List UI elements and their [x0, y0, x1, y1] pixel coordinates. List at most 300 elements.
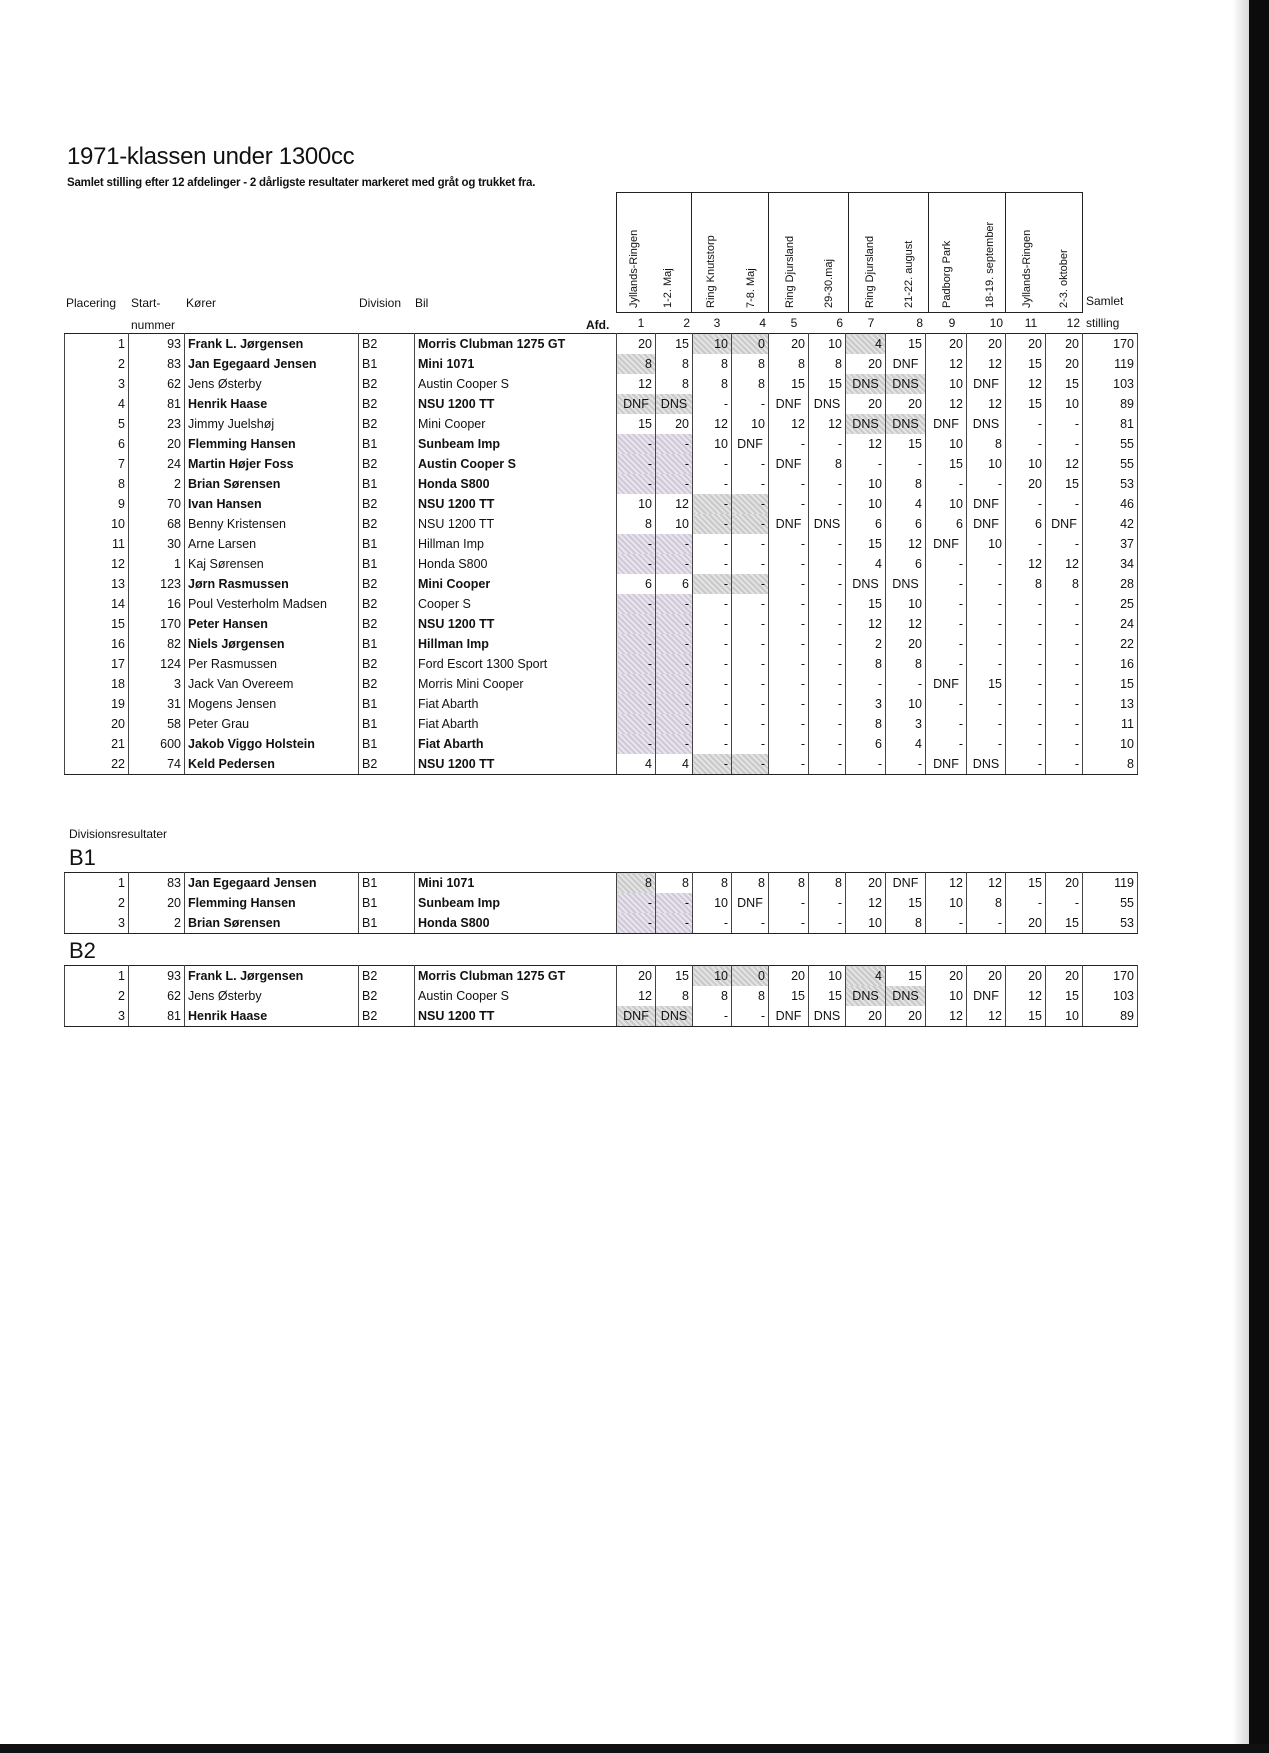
total-cell: 25	[1083, 594, 1138, 614]
scan-border-bottom	[0, 1744, 1269, 1753]
car-cell: Mini 1071	[415, 354, 617, 374]
division-cell: B2	[359, 594, 415, 614]
header-divider	[768, 192, 769, 312]
placering-cell: 13	[65, 574, 129, 594]
result-cell: 20	[967, 966, 1006, 987]
result-cell: -	[769, 913, 809, 934]
header-division: Division	[359, 296, 402, 310]
result-cell: 20	[1006, 474, 1046, 494]
result-cell: -	[693, 754, 732, 775]
result-cell: -	[732, 913, 769, 934]
result-cell: 20	[617, 966, 656, 987]
division-cell: B2	[359, 614, 415, 634]
driver-cell: Jimmy Juelshøj	[185, 414, 359, 434]
division-cell: B2	[359, 454, 415, 474]
car-cell: Morris Clubman 1275 GT	[415, 966, 617, 987]
afd-number: 7	[867, 316, 875, 330]
result-cell: -	[617, 454, 656, 474]
result-cell: 10	[886, 694, 926, 714]
result-cell: 15	[926, 454, 967, 474]
total-cell: 89	[1083, 1006, 1138, 1027]
event-venue-label: Jyllands-Ringen	[628, 229, 640, 308]
result-cell: -	[732, 674, 769, 694]
header-stilling: stilling	[1086, 316, 1120, 330]
result-cell: 15	[656, 334, 693, 355]
result-cell: 6	[617, 574, 656, 594]
result-cell: 10	[967, 454, 1006, 474]
result-cell: 20	[1006, 966, 1046, 987]
result-cell: 20	[1046, 873, 1083, 894]
result-cell: -	[656, 694, 693, 714]
table-row	[65, 474, 1138, 494]
driver-cell: Peter Hansen	[185, 614, 359, 634]
result-cell: 15	[1006, 394, 1046, 414]
table-row	[65, 873, 1138, 894]
total-cell: 81	[1083, 414, 1138, 434]
driver-cell: Henrik Haase	[185, 394, 359, 414]
start-number-cell: 123	[129, 574, 185, 594]
car-cell: Fiat Abarth	[415, 734, 617, 754]
result-cell: DNF	[926, 414, 967, 434]
division-results-label: Divisionsresultater	[69, 827, 168, 841]
result-cell: -	[769, 574, 809, 594]
result-cell: DNS	[809, 1006, 846, 1027]
result-cell: 4	[886, 734, 926, 754]
total-cell: 119	[1083, 354, 1138, 374]
start-number-cell: 170	[129, 614, 185, 634]
result-cell: -	[967, 654, 1006, 674]
division-cell: B2	[359, 654, 415, 674]
header-top-line	[616, 192, 1083, 193]
result-cell: 12	[617, 374, 656, 394]
table-row	[65, 1006, 1138, 1027]
start-number-cell: 600	[129, 734, 185, 754]
result-cell: 15	[886, 966, 926, 987]
division-cell: B2	[359, 674, 415, 694]
result-cell: 6	[1006, 514, 1046, 534]
result-cell: 8	[617, 873, 656, 894]
start-number-cell: 2	[129, 474, 185, 494]
event-venue-label: Ring Djursland	[784, 235, 796, 308]
result-cell: DNS	[656, 1006, 693, 1027]
result-cell: 12	[967, 354, 1006, 374]
car-cell: Sunbeam Imp	[415, 434, 617, 454]
total-cell: 53	[1083, 474, 1138, 494]
result-cell: -	[732, 614, 769, 634]
result-cell: -	[1006, 634, 1046, 654]
car-cell: NSU 1200 TT	[415, 514, 617, 534]
table-row	[65, 514, 1138, 534]
result-cell: -	[693, 394, 732, 414]
total-cell: 170	[1083, 334, 1138, 355]
placering-cell: 15	[65, 614, 129, 634]
result-cell: 10	[846, 913, 886, 934]
event-date-label: 1-2. Maj	[662, 268, 674, 308]
header-frame-right	[1082, 192, 1083, 312]
result-cell: -	[809, 913, 846, 934]
start-number-cell: 20	[129, 434, 185, 454]
result-cell: 8	[732, 354, 769, 374]
driver-cell: Jørn Rasmussen	[185, 574, 359, 594]
car-cell: NSU 1200 TT	[415, 1006, 617, 1027]
division-cell: B2	[359, 574, 415, 594]
car-cell: NSU 1200 TT	[415, 394, 617, 414]
driver-cell: Brian Sørensen	[185, 474, 359, 494]
result-cell: 6	[846, 514, 886, 534]
driver-cell: Frank L. Jørgensen	[185, 334, 359, 355]
header-bil: Bil	[415, 296, 429, 310]
start-number-cell: 23	[129, 414, 185, 434]
result-cell: -	[1006, 654, 1046, 674]
result-cell: -	[617, 893, 656, 913]
placering-cell: 20	[65, 714, 129, 734]
result-cell: DNS	[846, 986, 886, 1006]
start-number-cell: 83	[129, 873, 185, 894]
result-cell: 15	[1006, 354, 1046, 374]
result-cell: 20	[617, 334, 656, 355]
result-cell: 10	[926, 893, 967, 913]
result-cell: -	[693, 554, 732, 574]
car-cell: Hillman Imp	[415, 634, 617, 654]
result-cell: -	[1006, 594, 1046, 614]
result-cell: -	[693, 594, 732, 614]
result-cell: 8	[732, 986, 769, 1006]
start-number-cell: 20	[129, 893, 185, 913]
result-cell: -	[693, 913, 732, 934]
result-cell: 8	[656, 873, 693, 894]
result-cell: 10	[967, 534, 1006, 554]
result-cell: -	[732, 654, 769, 674]
header-nummer: nummer	[131, 318, 176, 332]
result-cell: 8	[732, 873, 769, 894]
driver-cell: Ivan Hansen	[185, 494, 359, 514]
division-cell: B1	[359, 694, 415, 714]
result-cell: -	[1006, 674, 1046, 694]
placering-cell: 14	[65, 594, 129, 614]
result-cell: 8	[656, 354, 693, 374]
result-cell: 4	[886, 494, 926, 514]
result-cell: -	[656, 674, 693, 694]
result-cell: -	[656, 614, 693, 634]
header-divider	[848, 192, 849, 312]
placering-cell: 18	[65, 674, 129, 694]
result-cell: -	[769, 654, 809, 674]
result-cell: 12	[1006, 374, 1046, 394]
result-cell: 15	[886, 893, 926, 913]
placering-cell: 17	[65, 654, 129, 674]
result-cell: 12	[967, 1006, 1006, 1027]
driver-cell: Kaj Sørensen	[185, 554, 359, 574]
result-cell: 8	[809, 354, 846, 374]
division-cell: B2	[359, 334, 415, 355]
result-cell: 3	[846, 694, 886, 714]
total-cell: 8	[1083, 754, 1138, 775]
result-cell: 4	[846, 966, 886, 987]
result-cell: 4	[846, 554, 886, 574]
start-number-cell: 16	[129, 594, 185, 614]
division-cell: B1	[359, 913, 415, 934]
result-cell: DNF	[926, 534, 967, 554]
header-frame-left	[616, 192, 617, 312]
result-cell: -	[1006, 414, 1046, 434]
result-cell: -	[1046, 614, 1083, 634]
result-cell: 15	[1006, 873, 1046, 894]
result-cell: 12	[846, 614, 886, 634]
table-row	[65, 574, 1138, 594]
result-cell: 20	[926, 966, 967, 987]
result-cell: 20	[886, 394, 926, 414]
start-number-cell: 58	[129, 714, 185, 734]
placering-cell: 12	[65, 554, 129, 574]
result-cell: DNS	[809, 394, 846, 414]
result-cell: 15	[1046, 986, 1083, 1006]
result-cell: 10	[656, 514, 693, 534]
result-cell: DNS	[846, 574, 886, 594]
result-cell: DNF	[617, 1006, 656, 1027]
car-cell: Morris Clubman 1275 GT	[415, 334, 617, 355]
event-date-label: 21-22. august	[903, 240, 915, 308]
car-cell: Fiat Abarth	[415, 714, 617, 734]
table-row	[65, 714, 1138, 734]
total-cell: 13	[1083, 694, 1138, 714]
result-cell: DNS	[967, 754, 1006, 775]
placering-cell: 2	[65, 354, 129, 374]
result-cell: 10	[926, 986, 967, 1006]
result-cell: 20	[886, 1006, 926, 1027]
result-cell: 15	[886, 334, 926, 355]
result-cell: DNF	[732, 893, 769, 913]
result-cell: 8	[617, 354, 656, 374]
division-cell: B1	[359, 714, 415, 734]
result-cell: -	[809, 594, 846, 614]
afd-number: 3	[713, 316, 721, 330]
result-cell: -	[617, 734, 656, 754]
afd-number: 12	[1066, 316, 1080, 330]
division-cell: B1	[359, 474, 415, 494]
table-row	[65, 374, 1138, 394]
afd-number: 4	[759, 316, 766, 330]
result-cell: 20	[656, 414, 693, 434]
result-cell: 10	[846, 474, 886, 494]
result-cell: -	[732, 714, 769, 734]
placering-cell: 1	[65, 966, 129, 987]
event-venue-label: Ring Knutstorp	[705, 235, 717, 308]
result-cell: 12	[1006, 986, 1046, 1006]
result-cell: 8	[769, 873, 809, 894]
result-cell: -	[732, 394, 769, 414]
result-cell: -	[1046, 534, 1083, 554]
result-cell: 15	[769, 374, 809, 394]
header-sub-line	[616, 312, 1083, 313]
result-cell: 20	[967, 334, 1006, 355]
table-row	[65, 394, 1138, 414]
result-cell: 4	[656, 754, 693, 775]
result-cell: -	[732, 694, 769, 714]
table-row	[65, 614, 1138, 634]
car-cell: Morris Mini Cooper	[415, 674, 617, 694]
event-venue-label: Ring Djursland	[864, 235, 876, 308]
driver-cell: Jack Van Overeem	[185, 674, 359, 694]
start-number-cell: 124	[129, 654, 185, 674]
division-cell: B1	[359, 893, 415, 913]
result-cell: 20	[846, 394, 886, 414]
start-number-cell: 83	[129, 354, 185, 374]
result-cell: 10	[693, 893, 732, 913]
result-cell: 8	[693, 873, 732, 894]
result-cell: 8	[656, 374, 693, 394]
car-cell: Hillman Imp	[415, 534, 617, 554]
result-cell: -	[1006, 494, 1046, 514]
result-cell: -	[693, 474, 732, 494]
result-cell: 10	[926, 374, 967, 394]
result-cell: -	[769, 754, 809, 775]
result-cell: -	[1046, 734, 1083, 754]
result-cell: -	[732, 454, 769, 474]
result-cell: -	[1046, 634, 1083, 654]
result-cell: -	[809, 494, 846, 514]
result-cell: DNF	[769, 1006, 809, 1027]
result-cell: -	[769, 893, 809, 913]
division-b1-heading: B1	[69, 845, 96, 870]
result-cell: 20	[1046, 334, 1083, 355]
result-cell: -	[1006, 754, 1046, 775]
header-korer: Kører	[186, 296, 216, 310]
result-cell: 15	[1046, 374, 1083, 394]
result-cell: -	[769, 694, 809, 714]
afd-number: 6	[836, 316, 843, 330]
result-cell: 10	[1006, 454, 1046, 474]
page-title: 1971-klassen under 1300cc	[67, 143, 355, 170]
result-cell: 8	[617, 514, 656, 534]
placering-cell: 22	[65, 754, 129, 775]
result-cell: -	[769, 554, 809, 574]
placering-cell: 4	[65, 394, 129, 414]
total-cell: 170	[1083, 966, 1138, 987]
car-cell: NSU 1200 TT	[415, 494, 617, 514]
result-cell: -	[693, 534, 732, 554]
result-cell: -	[693, 454, 732, 474]
placering-cell: 1	[65, 873, 129, 894]
result-cell: DNF	[1046, 514, 1083, 534]
table-row	[65, 694, 1138, 714]
result-cell: -	[809, 734, 846, 754]
result-cell: DNS	[967, 414, 1006, 434]
result-cell: 6	[846, 734, 886, 754]
result-cell: DNS	[886, 574, 926, 594]
table-row	[65, 654, 1138, 674]
placering-cell: 7	[65, 454, 129, 474]
result-cell: 12	[926, 1006, 967, 1027]
result-cell: 20	[1046, 966, 1083, 987]
start-number-cell: 3	[129, 674, 185, 694]
result-cell: DNS	[886, 414, 926, 434]
car-cell: Austin Cooper S	[415, 454, 617, 474]
result-cell: -	[656, 634, 693, 654]
division-cell: B1	[359, 354, 415, 374]
total-cell: 28	[1083, 574, 1138, 594]
afd-number: 1	[637, 316, 645, 330]
header-placering: Placering	[66, 296, 117, 310]
total-cell: 22	[1083, 634, 1138, 654]
start-number-cell: 62	[129, 986, 185, 1006]
result-cell: 15	[769, 986, 809, 1006]
placering-cell: 16	[65, 634, 129, 654]
event-venue-label: Padborg Park	[941, 240, 953, 308]
start-number-cell: 81	[129, 1006, 185, 1027]
result-cell: -	[769, 714, 809, 734]
result-cell: DNS	[809, 514, 846, 534]
result-cell: -	[967, 594, 1006, 614]
result-cell: -	[1046, 654, 1083, 674]
result-cell: -	[732, 1006, 769, 1027]
result-cell: -	[732, 754, 769, 775]
result-cell: 10	[809, 966, 846, 987]
table-row	[65, 674, 1138, 694]
result-cell: 12	[886, 614, 926, 634]
result-cell: DNF	[926, 674, 967, 694]
result-cell: -	[693, 674, 732, 694]
result-cell: -	[693, 714, 732, 734]
result-cell: 10	[926, 494, 967, 514]
standings-table	[64, 333, 1138, 775]
division-cell: B2	[359, 986, 415, 1006]
start-number-cell: 81	[129, 394, 185, 414]
result-cell: 15	[1006, 1006, 1046, 1027]
placering-cell: 19	[65, 694, 129, 714]
driver-cell: Poul Vesterholm Madsen	[185, 594, 359, 614]
result-cell: -	[1046, 494, 1083, 514]
total-cell: 37	[1083, 534, 1138, 554]
total-cell: 103	[1083, 374, 1138, 394]
division-cell: B2	[359, 394, 415, 414]
table-row	[65, 734, 1138, 754]
driver-cell: Mogens Jensen	[185, 694, 359, 714]
driver-cell: Peter Grau	[185, 714, 359, 734]
result-cell: -	[1046, 434, 1083, 454]
result-cell: 8	[886, 474, 926, 494]
result-cell: -	[926, 913, 967, 934]
result-cell: -	[1006, 893, 1046, 913]
start-number-cell: 70	[129, 494, 185, 514]
result-cell: 6	[656, 574, 693, 594]
result-cell: DNF	[769, 454, 809, 474]
result-cell: 6	[886, 514, 926, 534]
result-cell: -	[809, 634, 846, 654]
placering-cell: 3	[65, 374, 129, 394]
event-date-label: 29-30.maj	[823, 259, 835, 308]
start-number-cell: 30	[129, 534, 185, 554]
result-cell: DNS	[846, 374, 886, 394]
result-cell: 2	[846, 634, 886, 654]
placering-cell: 2	[65, 893, 129, 913]
total-cell: 103	[1083, 986, 1138, 1006]
result-cell: 4	[846, 334, 886, 355]
result-cell: -	[617, 554, 656, 574]
total-cell: 119	[1083, 873, 1138, 894]
driver-cell: Arne Larsen	[185, 534, 359, 554]
result-cell: 6	[926, 514, 967, 534]
placering-cell: 5	[65, 414, 129, 434]
header-divider	[691, 192, 692, 312]
result-cell: -	[967, 734, 1006, 754]
result-cell: -	[617, 474, 656, 494]
result-cell: -	[926, 634, 967, 654]
result-cell: -	[617, 694, 656, 714]
start-number-cell: 74	[129, 754, 185, 775]
result-cell: 20	[1046, 354, 1083, 374]
result-cell: DNF	[617, 394, 656, 414]
driver-cell: Jens Østerby	[185, 374, 359, 394]
